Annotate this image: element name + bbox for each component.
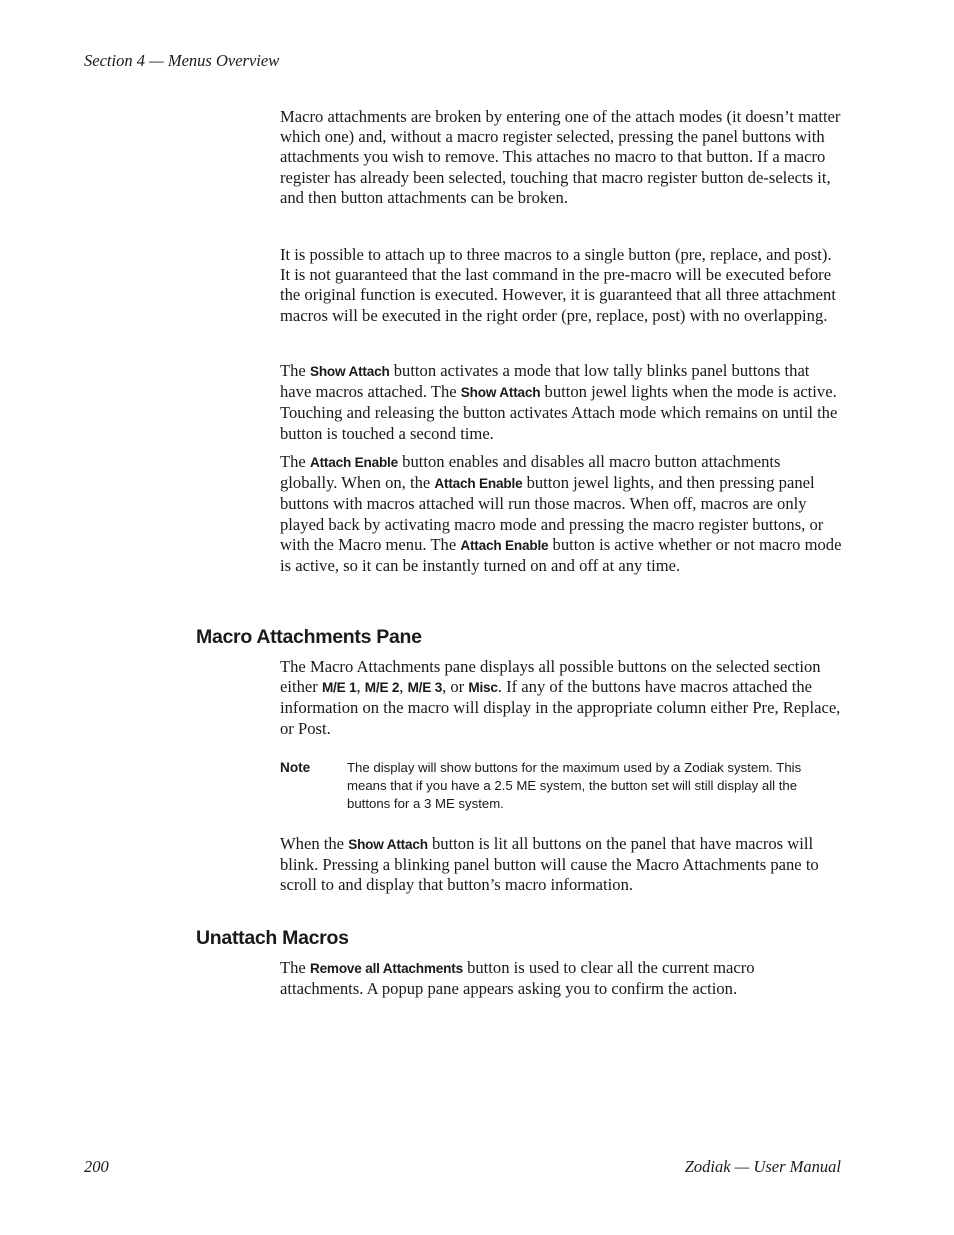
paragraph-three-macros: It is possible to attach up to three macros to a single button (pre, replace, and post). It is not guaranteed that the last command in the pre-macro will be executed before the original function is executed. However, it is guaranteed that all three attachment macros will be executed in the right order (pre, replace, post) with no overlapping.	[280, 245, 836, 325]
attach-enable-term: Attach Enable	[460, 537, 549, 553]
note-label: Note	[280, 760, 311, 775]
paragraph-show-attach: The Show Attach button activates a mode that low tally blinks panel buttons that have macros attached. The Show Attach button jewel lights when the mode is active. Touching and releasing the button activates Attach mode which remains on until the button is touched a second time.	[280, 361, 838, 443]
misc-term: Misc	[468, 680, 498, 696]
paragraph-attach-enable: The Attach Enable button enables and disables all macro button attachments globally. When on, the Attach Enable button jewel lights, and then pressing panel buttons with macros attached will run those macros. When off, macros are only played back by activating macro mode and pressing the macro register buttons, or with the Macro menu. The Attach Enable button is active whether or not macro mode is active, so it can be instantly turned on and off at any time.	[280, 452, 842, 576]
note-text: The display will show buttons for the maximum used by a Zodiak system. This means that if you have a 2.5 ME system, the button set will still display all the buttons for a 3 ME system.	[347, 760, 802, 812]
section-heading-unattach-macros: Unattach Macros	[196, 927, 349, 949]
me2-term: M/E 2	[364, 680, 400, 696]
show-attach-term: Show Attach	[460, 385, 541, 401]
page-number: 200	[84, 1157, 109, 1176]
attach-enable-term: Attach Enable	[309, 455, 398, 470]
attach-enable-term: Attach Enable	[434, 476, 523, 492]
paragraph-show-attach-blink: When the Show Attach button is lit all buttons on the panel that have macros will blink. Pressing a blinking panel button will cause the Macro Attachments pane to scroll to and display that button’s macro information.	[280, 834, 819, 895]
manual-title: Zodiak — User Manual	[684, 1157, 841, 1176]
section-heading-macro-attachments-pane: Macro Attachments Pane	[196, 626, 422, 648]
paragraph-break-attachments: Macro attachments are broken by entering one of the attach modes (it doesn’t matter which one) and, without a macro register selected, pressing the panel buttons with attachments you wish to remove. This attaches no macro to that button. If a macro register has already been selected, touching that macro register button de-selects it, and then button attachments can be broken.	[280, 107, 841, 207]
paragraph-remove-attachments: The Remove all Attachments button is used to clear all the current macro attachments. A popup pane appears asking you to confirm the action.	[280, 958, 755, 999]
me3-term: M/E 3	[407, 680, 443, 696]
running-header: Section 4 — Menus Overview	[84, 51, 280, 70]
show-attach-term: Show Attach	[309, 364, 390, 379]
paragraph-attachments-pane: The Macro Attachments pane displays all possible buttons on the selected section either M/E 1, M/E 2, M/E 3, or Misc. If any of the buttons have macros attached the information on the macro will display in the appropriate column either Pre, Replace, or Post.	[280, 657, 841, 738]
remove-all-attachments-term: Remove all Attachments	[309, 961, 463, 976]
me1-term: M/E 1	[321, 680, 357, 696]
show-attach-term: Show Attach	[348, 837, 428, 852]
